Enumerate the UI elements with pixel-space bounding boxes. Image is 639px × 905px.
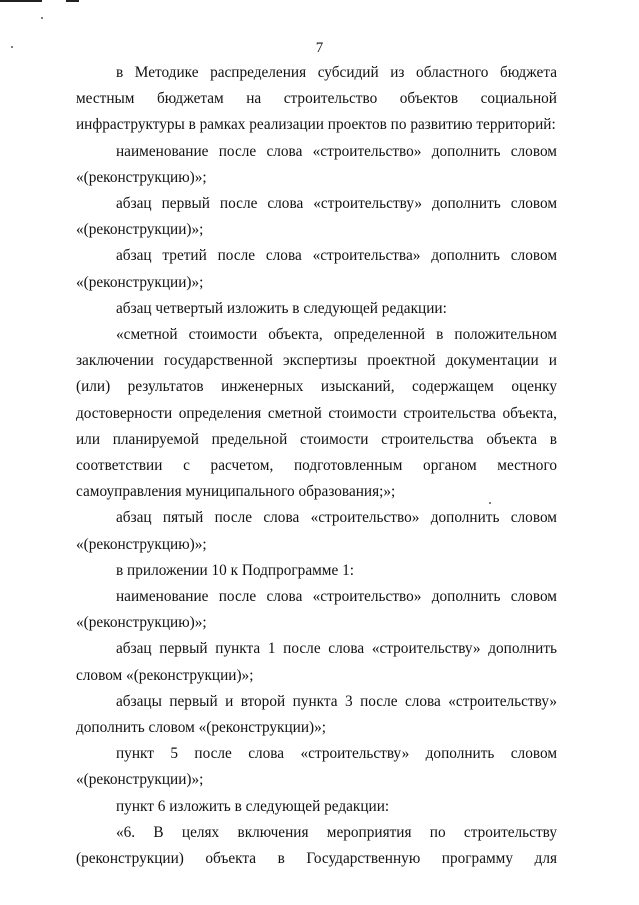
paragraph: абзац четвертый изложить в следующей редакции: bbox=[116, 299, 447, 317]
paragraph: абзац первый после слова «строительству» дополнить словом «(реконструкции)»; bbox=[76, 195, 557, 239]
scan-speck bbox=[41, 17, 43, 19]
paragraph: абзацы первый и второй пункта 3 после слова «строительству» дополнить словом «(реконструкции)»; bbox=[76, 692, 557, 737]
paragraph: абзац третий после слова «строительства» дополнить словом «(реконструкции)»; bbox=[76, 247, 557, 291]
paragraph: в приложении 10 к Подпрограмме 1: bbox=[116, 561, 354, 579]
scan-mark-left bbox=[0, 0, 42, 2]
document-body bbox=[76, 60, 557, 872]
paragraph: наименование после слова «строительство» дополнить словом «(реконструкцию)»; bbox=[76, 142, 557, 186]
paragraph: в Методике распределения субсидий из областного бюджета местным бюджетам на строительство объектов социальной инфраструктуры в рамках реализации проектов по развитию территорий: bbox=[76, 64, 557, 134]
page-number: 7 bbox=[315, 40, 324, 56]
paragraph: пункт 6 изложить в следующей редакции: bbox=[116, 797, 390, 815]
paragraph: абзац первый пункта 1 после слова «строительству» дополнить словом «(реконструкции)»; bbox=[76, 640, 557, 684]
paragraph: наименование после слова «строительство» дополнить словом «(реконструкцию)»; bbox=[76, 588, 557, 632]
paragraph: «6. В целях включения мероприятия по строительству (реконструкции) объекта в Государственную программу для bbox=[76, 823, 557, 868]
paragraph: пункт 5 после слова «строительству» дополнить словом «(реконструкции)»; bbox=[76, 745, 557, 789]
paragraph: «сметной стоимости объекта, определенной в положительном заключении государственной экспертизы проектной документации и (или) результатов инженерных изысканий, содержащем оценку достоверности определения сметной стоимости строительства объекта, или планируемой предельной стоимости строительства объекта в соответствии с расчетом, подготовленным органом местного самоуправления муниципального образования;»; bbox=[76, 326, 557, 501]
scan-mark-right bbox=[66, 0, 79, 2]
paragraph: абзац пятый после слова «строительство» дополнить словом «(реконструкцию)»; bbox=[76, 509, 557, 553]
